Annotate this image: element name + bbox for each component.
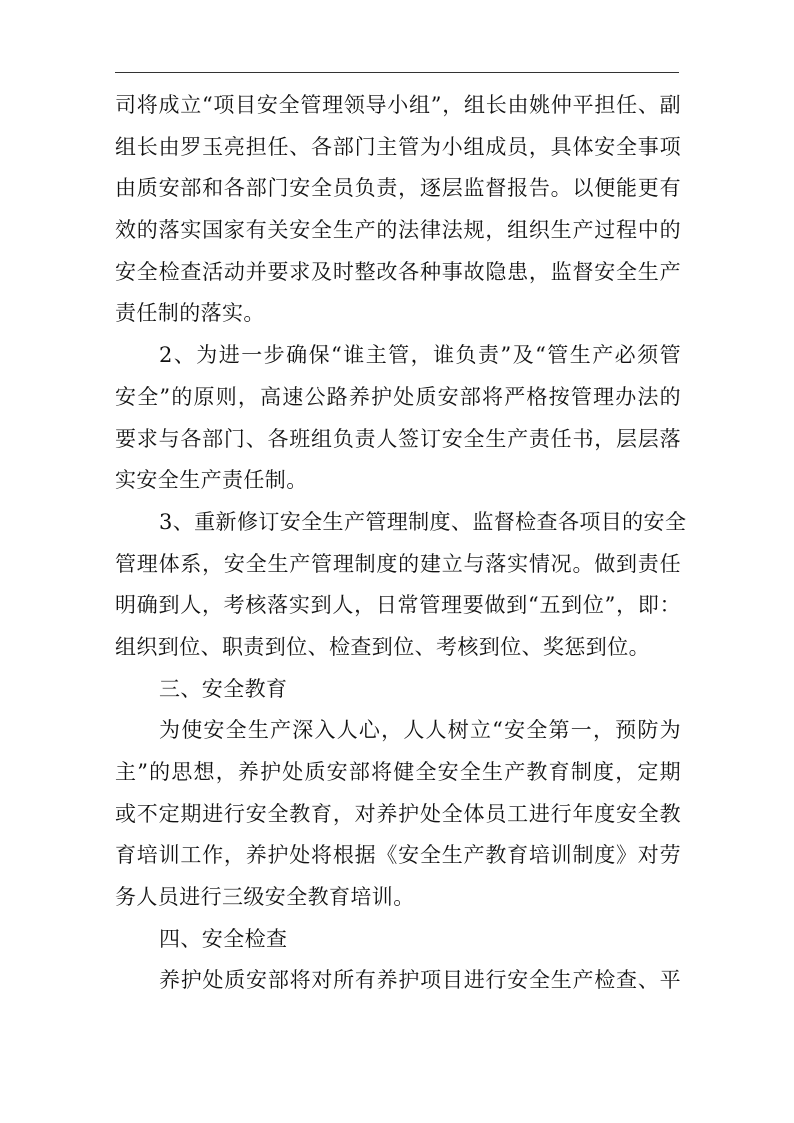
text-line: 效的落实国家有关安全生产的法律法规，组织生产过程中的 <box>115 218 681 243</box>
text-line: 安全”的原则，高速公路养护处质安部将严格按管理办法的 <box>115 384 681 409</box>
text-line: 三、安全教育 <box>159 676 288 701</box>
text-line: 务人员进行三级安全教育培训。 <box>115 885 415 910</box>
header-rule <box>115 72 679 73</box>
text-line: 四、安全检查 <box>159 926 288 951</box>
text-line: 司将成立“项目安全管理领导小组”，组长由姚仲平担任、副 <box>115 93 681 117</box>
text-line: 主”的思想，养护处质安部将健全安全生产教育制度，定期 <box>115 760 681 784</box>
document-body <box>115 85 687 1002</box>
text-line: 3、重新修订安全生产管理制度、监督检查各项目的安全 <box>159 509 687 534</box>
text-line: 为使安全生产深入人心，人人树立“安全第一，预防为 <box>159 718 681 743</box>
text-line: 养护处质安部将对所有养护项目进行安全生产检查、平 <box>159 968 681 993</box>
text-line: 要求与各部门、各班组负责人签订安全生产责任书，层层落 <box>115 426 681 451</box>
text-line: 或不定期进行安全教育，对养护处全体员工进行年度安全教 <box>115 801 681 826</box>
text-line: 实安全生产责任制。 <box>115 468 308 493</box>
text-line: 责任制的落实。 <box>115 301 265 326</box>
text-line: 明确到人，考核落实到人，日常管理要做到“五到位”，即： <box>115 593 681 618</box>
text-line: 安全检查活动并要求及时整改各种事故隐患，监督安全生产 <box>115 259 681 284</box>
text-line: 由质安部和各部门安全员负责，逐层监督报告。以便能更有 <box>115 176 681 201</box>
text-line: 2、为进一步确保“谁主管，谁负责”及“管生产必须管 <box>159 343 681 368</box>
text-line: 育培训工作，养护处将根据《安全生产教育培训制度》对劳 <box>115 843 681 868</box>
text-line: 管理体系，安全生产管理制度的建立与落实情况。做到责任 <box>115 551 681 576</box>
text-line: 组织到位、职责到位、检查到位、考核到位、奖惩到位。 <box>115 634 650 659</box>
text-line: 组长由罗玉亮担任、各部门主管为小组成员，具体安全事项 <box>115 134 681 159</box>
